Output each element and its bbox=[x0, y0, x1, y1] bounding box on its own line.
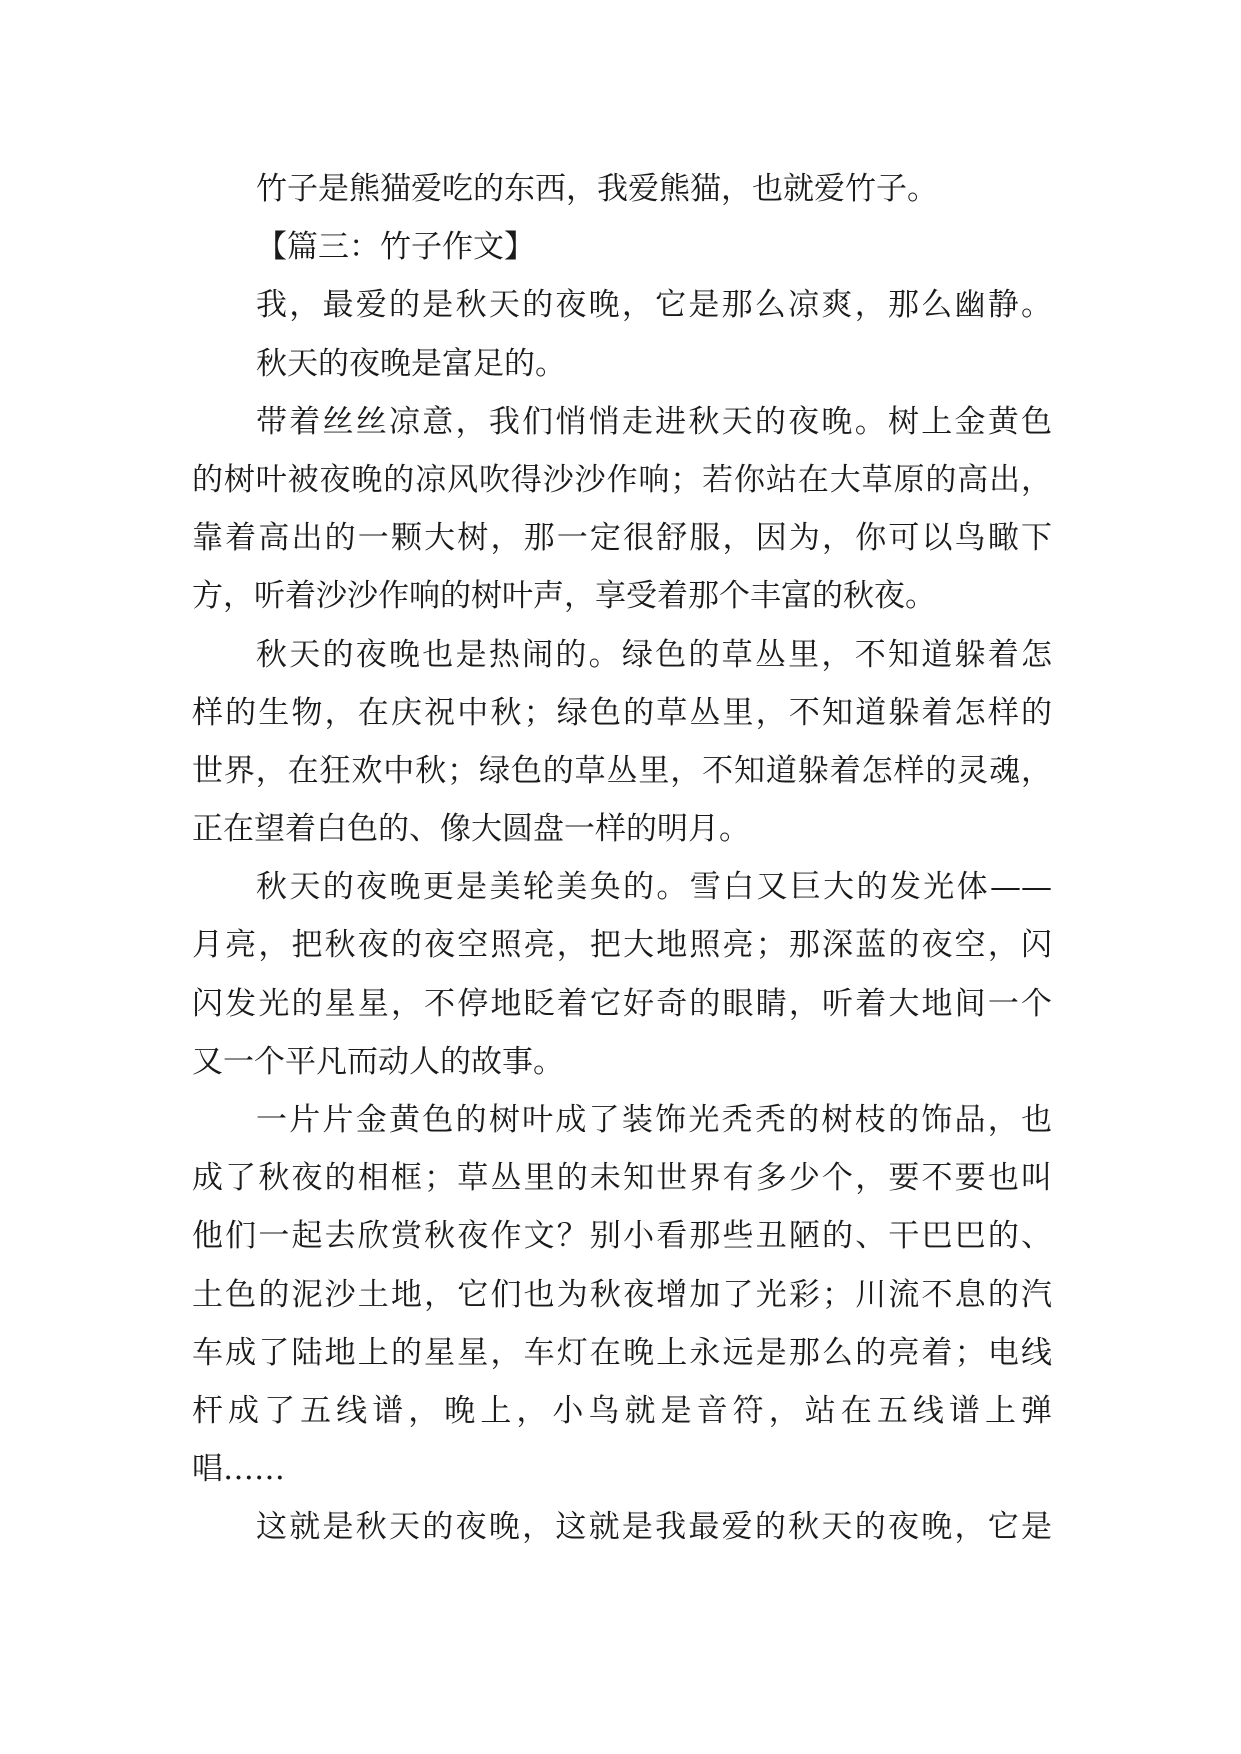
text-line: 秋天的夜晚是富足的。 bbox=[256, 345, 566, 382]
text-line: 成了秋夜的相框；草丛里的未知世界有多少个，要不要也叫 bbox=[192, 1160, 1052, 1197]
text-line: 正在望着白色的、像大圆盘一样的明月。 bbox=[192, 811, 750, 848]
section-heading: 【篇三：竹子作文】 bbox=[256, 229, 535, 266]
essay-text-block bbox=[192, 160, 1052, 1557]
text-line: 方，听着沙沙作响的树叶声，享受着那个丰富的秋夜。 bbox=[192, 578, 936, 615]
text-line: 月亮，把秋夜的夜空照亮，把大地照亮；那深蓝的夜空，闪 bbox=[192, 927, 1052, 964]
text-line: 的树叶被夜晚的凉风吹得沙沙作响；若你站在大草原的高出， bbox=[192, 461, 1052, 498]
text-line: 带着丝丝凉意，我们悄悄走进秋天的夜晚。树上金黄色 bbox=[256, 403, 1052, 440]
text-line: 他们一起去欣赏秋夜作文？别小看那些丑陋的、干巴巴的、 bbox=[192, 1218, 1052, 1255]
text-line: 唱…… bbox=[192, 1451, 285, 1488]
text-line: 车成了陆地上的星星，车灯在晚上永远是那么的亮着；电线 bbox=[192, 1334, 1052, 1371]
text-line: 闪发光的星星，不停地眨着它好奇的眼睛，听着大地间一个 bbox=[192, 985, 1052, 1022]
text-line: 世界，在狂欢中秋；绿色的草丛里，不知道躲着怎样的灵魂， bbox=[192, 752, 1052, 789]
text-line: 我，最爱的是秋天的夜晚，它是那么凉爽，那么幽静。 bbox=[256, 287, 1052, 324]
text-line: 这就是秋天的夜晚，这就是我最爱的秋天的夜晚，它是 bbox=[256, 1509, 1052, 1546]
text-line: 杆成了五线谱，晚上，小鸟就是音符，站在五线谱上弹 bbox=[192, 1392, 1052, 1429]
text-line: 土色的泥沙土地，它们也为秋夜增加了光彩；川流不息的汽 bbox=[192, 1276, 1052, 1313]
text-line: 样的生物，在庆祝中秋；绿色的草丛里，不知道躲着怎样的 bbox=[192, 694, 1052, 731]
text-line: 秋天的夜晚更是美轮美奂的。雪白又巨大的发光体—— bbox=[256, 869, 1052, 906]
text-line: 秋天的夜晚也是热闹的。绿色的草丛里，不知道躲着怎 bbox=[256, 636, 1052, 673]
text-line: 又一个平凡而动人的故事。 bbox=[192, 1043, 564, 1080]
text-line: 靠着高出的一颗大树，那一定很舒服，因为，你可以鸟瞰下 bbox=[192, 520, 1052, 557]
text-line: 一片片金黄色的树叶成了装饰光秃秃的树枝的饰品，也 bbox=[256, 1102, 1052, 1138]
text-line: 竹子是熊猫爱吃的东西，我爱熊猫，也就爱竹子。 bbox=[256, 171, 938, 207]
